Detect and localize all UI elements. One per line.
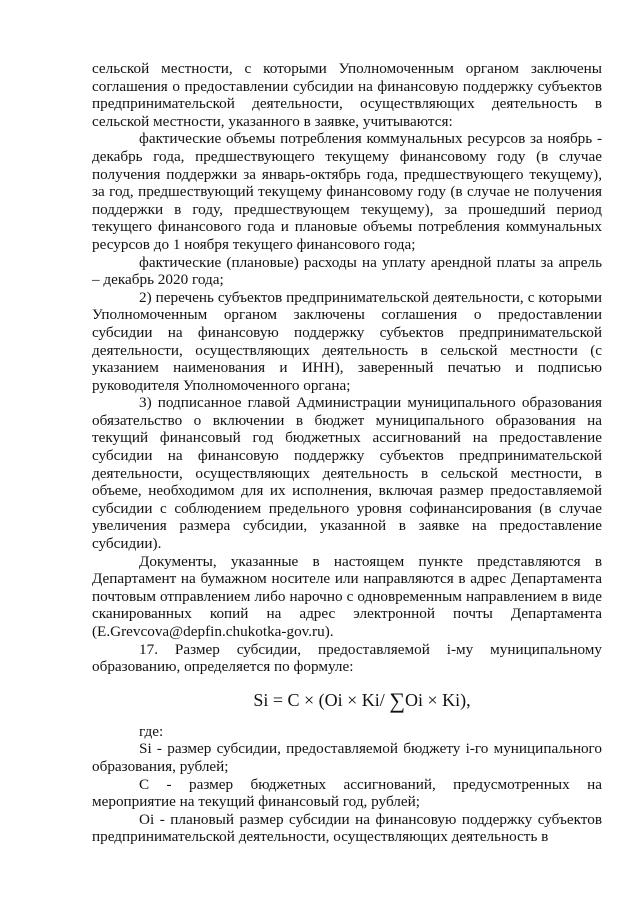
paragraph-item-17-formula-intro: 17. Размер субсидии, предоставляемой i-му муниципальному образованию, определяется по формуле: (92, 640, 602, 676)
formula-rest: Oi × Ki), (405, 689, 471, 710)
paragraph-rent-expenses: фактические (плановые) расходы на уплату арендной платы за апрель – декабрь 2020 года; (92, 253, 602, 289)
paragraph-where: где: (139, 722, 164, 740)
paragraph-item-2-list: 2) перечень субъектов предпринимательской деятельности, с которыми Уполномоченным органом заключены соглашения о предоставлении субсидии на финансовую поддержку субъектов предпринимательской деятельности, осуществляющих деятельность в сельской местности (с указанием наименования и ИНН), заверенный печатью и подписью руководителя Уполномоченного органа; (92, 288, 602, 394)
formula-eq: = С × (Oi × Ki/ (268, 689, 390, 710)
paragraph-def-c: С - размер бюджетных ассигнований, предусмотренных на мероприятие на текущий финансовый год, рублей; (92, 775, 602, 811)
paragraph-item-3-obligation: 3) подписанное главой Администрации муниципального образования обязательство о включении в бюджет муниципального образования на текущий финансовый год бюджетных ассигнований на предоставление субсидии на финансовую поддержку субъектов предпринимательской деятельности, осуществляющих деятельность в сельской местности, в объеме, необходимом для их исполнения, включая размер предоставляемой субсидии с соблюдением предельного уровня софинансирования (в случае увеличения размера субсидии, указанной в заявке на предоставление субсидии). (92, 394, 602, 553)
document-page (92, 60, 602, 846)
sum-symbol: ∑ (389, 687, 405, 713)
paragraph-def-si: Si - размер субсидии, предоставляемой бюджету i-го муниципального образования, рублей; (92, 740, 602, 775)
paragraph-documents-submission: Документы, указанные в настоящем пункте представляются в Департамент на бумажном носителе или направляются в адрес Департамента почтовым отправлением либо нарочно с одновременным направлением в виде сканированных копий на адрес электронной почты Департамента (E.Grevcova@depfin.chukotka-gov.ru). (92, 552, 602, 640)
paragraph-def-oi: Oi - плановый размер субсидии на финансовую поддержку субъектов предпринимательской деятельности, осуществляющих деятельность в (92, 810, 602, 846)
subsidy-formula (92, 688, 602, 713)
paragraph-actual-consumption: фактические объемы потребления коммунальных ресурсов за ноябрь - декабрь года, предшествующего текущему финансовому году (в случае получения поддержки за январь-октябрь года, предшествующего текущему), за год, предшествующий текущему финансовому году (в случае не получения поддержки в году, предшествующем текущему), за прошедший период текущего финансового года и плановые объемы потребления коммунальных ресурсов до 1 ноября текущего финансового года; (92, 130, 602, 253)
formula-lhs: Si (253, 689, 269, 710)
paragraph-communal-resources-intro: сельской местности, с которыми Уполномоченным органом заключены соглашения о предоставлении субсидии на финансовую поддержку субъектов предпринимательской деятельности, осуществляющих деятельность в сельской местности, указанного в заявке, учитываются: (92, 60, 602, 130)
